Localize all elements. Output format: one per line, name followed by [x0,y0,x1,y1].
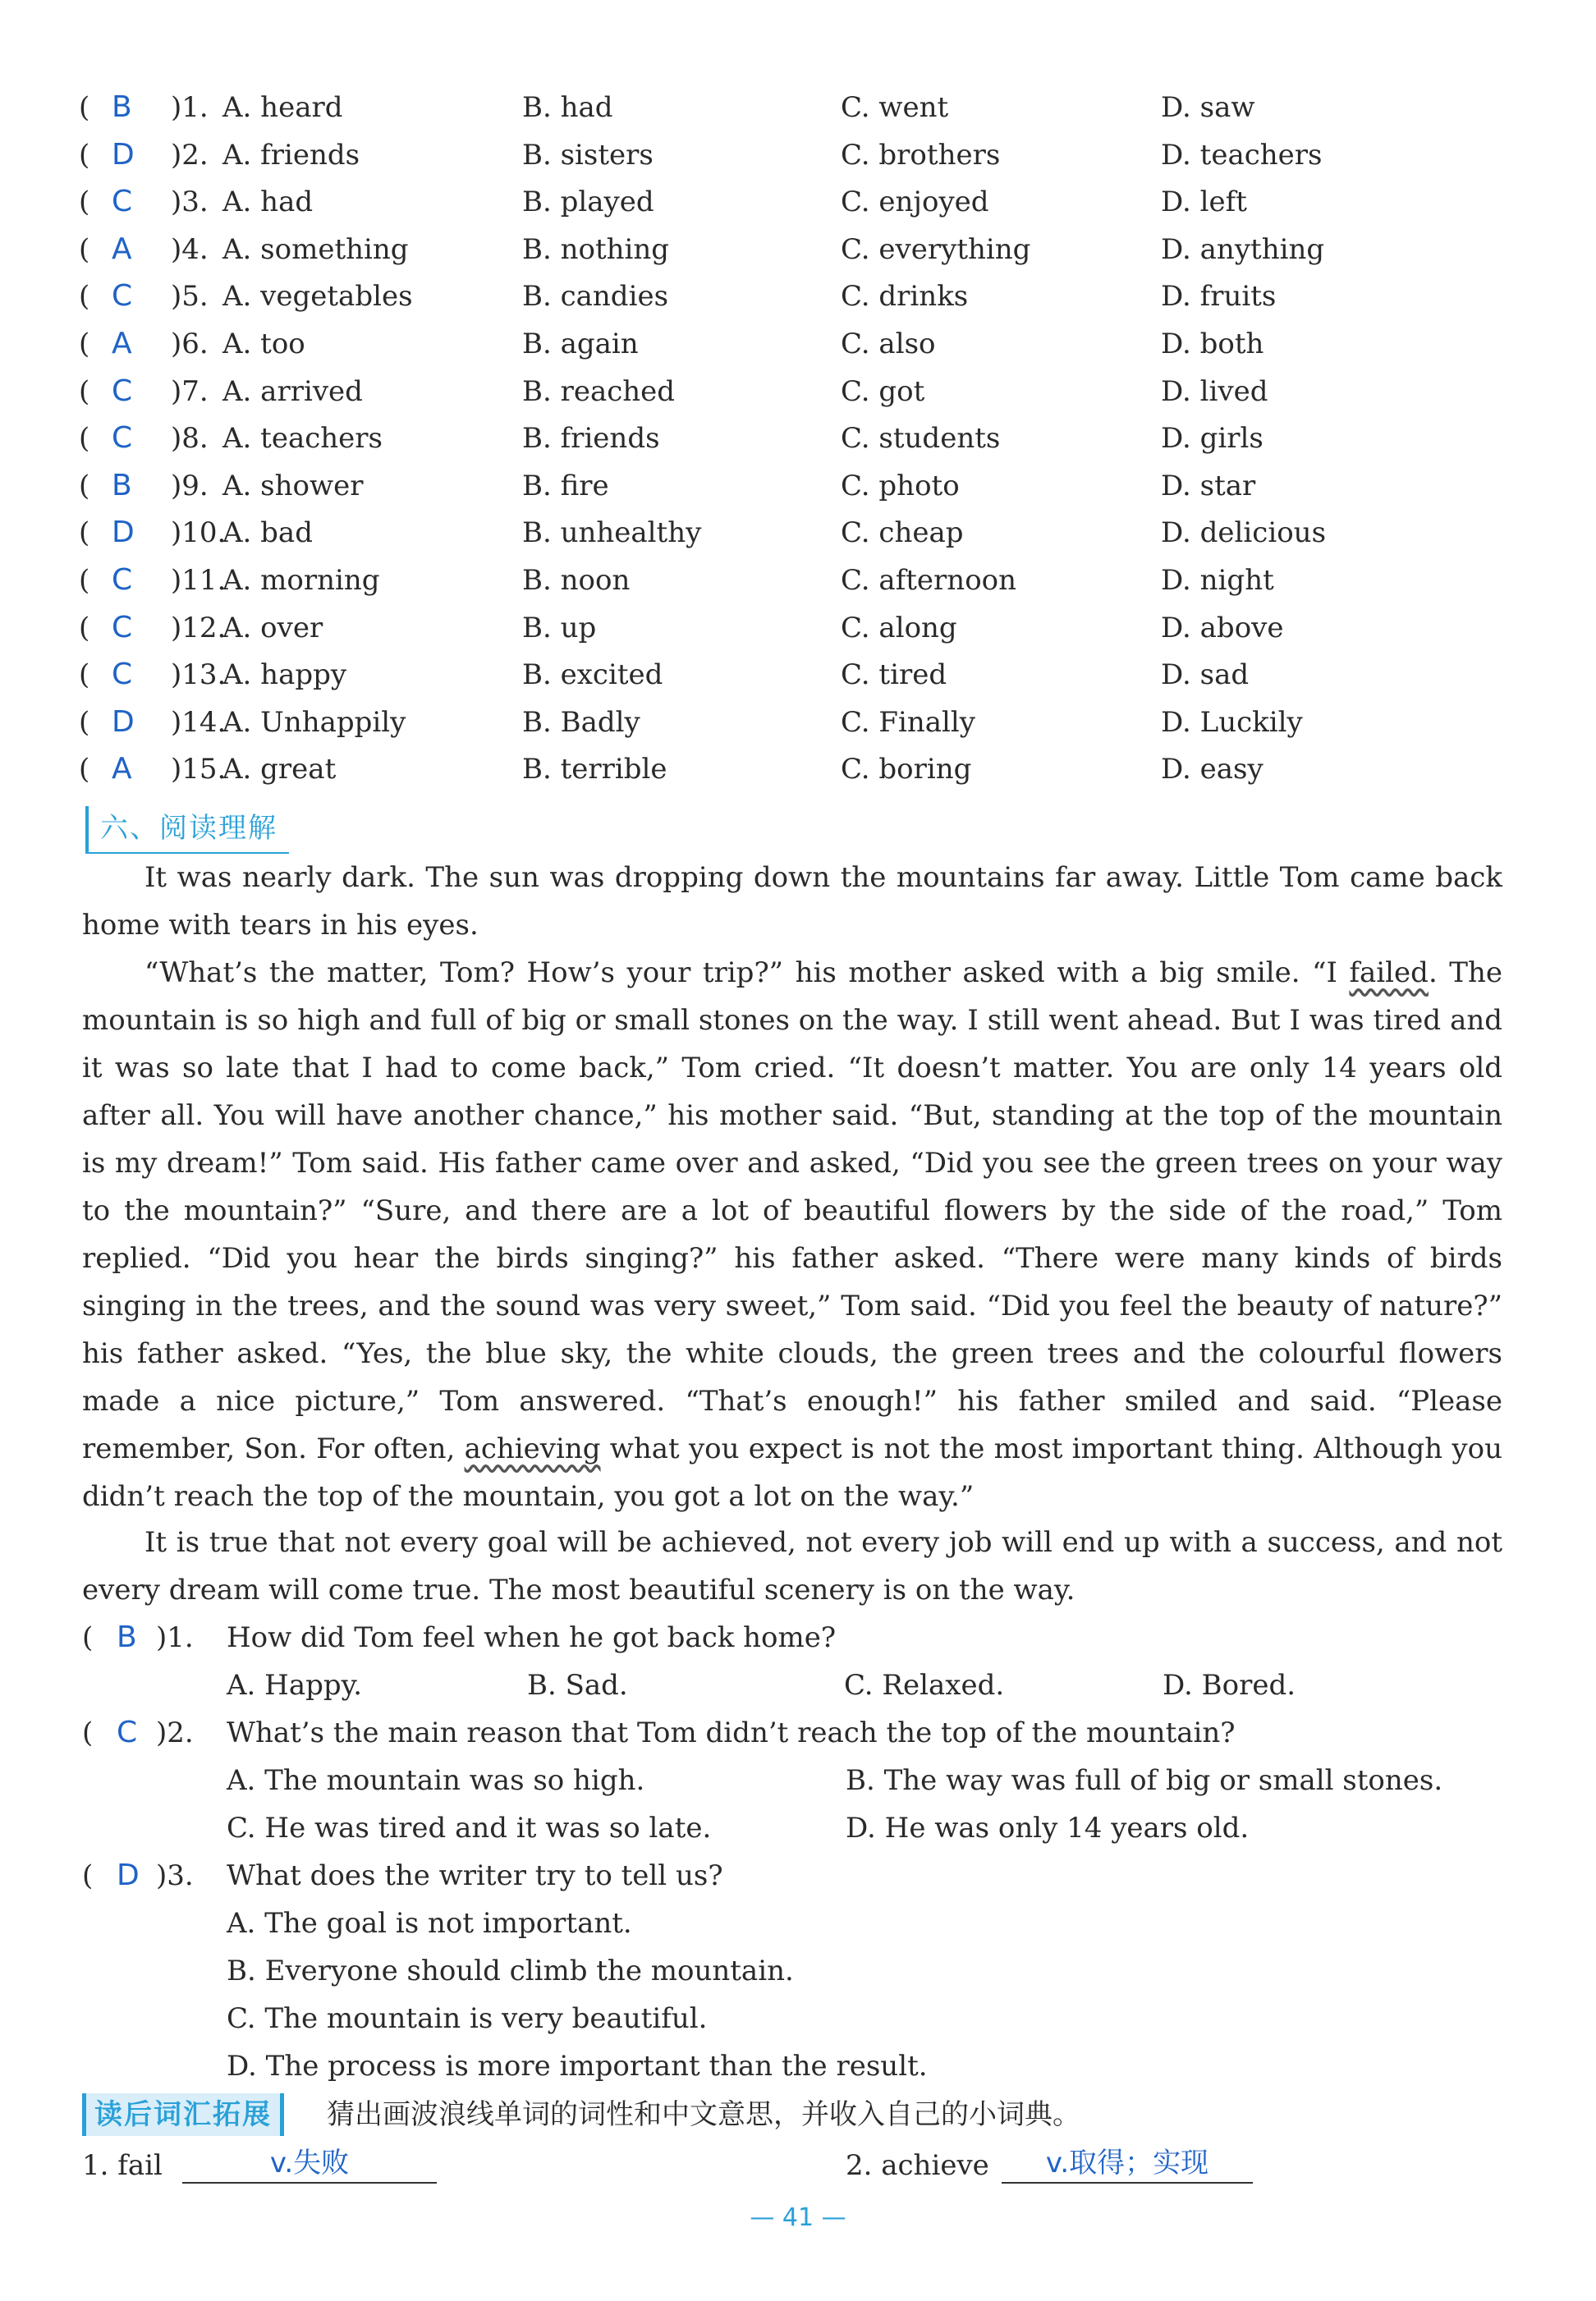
option-c: C. got [841,375,925,408]
vocab-item-2-answer[interactable]: v.取得；实现 [1002,2144,1253,2184]
option-c: C. along [841,612,957,644]
option-c: C. students [841,422,1001,455]
option-b: B. sisters [522,139,654,172]
cloze-question-1 [79,85,1524,131]
option-b: B. excited [522,658,663,691]
question-number: )5. [171,280,209,313]
reading-paragraph-2 [82,949,1502,1520]
question-number: )2. [171,139,209,172]
answer-mark: C [112,421,133,455]
question-number: )13. [171,658,227,691]
paren-open: ( [79,612,90,644]
question-number: )14. [171,706,227,739]
vocab-item-1-answer[interactable]: v.失败 [182,2144,437,2184]
question-number: )3. [171,186,209,218]
answer-mark: D [117,1859,140,1892]
paren-open: ( [79,186,90,218]
cloze-question-10 [79,510,1524,556]
paren-open: ( [79,91,90,124]
cloze-question-3 [79,179,1524,225]
paren-open: ( [79,375,90,408]
answer-mark: A [112,752,132,786]
reading-question-3 [82,1852,1527,1900]
p2-part-c: what you expect is not the most important thing. Although you didn’t reach the top of the mountain, you got a lot on the way.” [82,1432,1502,1513]
option-b: B. noon [522,564,631,597]
answer-mark: D [112,516,135,549]
option-d: D. left [1161,186,1247,218]
option-b: B. candies [522,280,669,313]
paren-open: ( [79,422,90,455]
paren-open: ( [79,470,90,502]
wavy-word-achieving: achieving [464,1432,601,1465]
question-number: )2. [156,1717,194,1749]
option-a: A. teachers [222,422,383,455]
option-d: D. lived [1161,375,1268,408]
cloze-question-8 [79,415,1524,461]
question-number: )7. [171,375,209,408]
option-a: A. something [222,233,409,266]
answer-mark: B [117,1620,137,1654]
paren-open: ( [79,658,90,691]
paren-open: ( [79,706,90,739]
answer-mark: B [112,90,132,124]
option-b: B. reached [522,375,676,408]
p2-part-b: . The mountain is so high and full of big or small stones on the way. I still went ahead. But I was tired and it was so late that I had to come back,” Tom cried. “It doesn’t matter. You are only 14 years old after all. You will have another chance,” his mother said. “But, standing at the top of the mountain is my dream!” Tom said. His father came over and asked, “Did you see the green trees on your way to the mountain?” “Sure, and there are a lot of beautiful flowers by the side of the road,” Tom replied. “Did you hear the birds singing?” his father asked. “There were many kinds of birds singing in the trees, and the sound was very sweet,” Tom said. “Did you feel the beauty of nature?” his father asked. “Yes, the blue sky, the white clouds, the green trees and the colourful flowers made a nice picture,” Tom answered. “That’s enough!” his father smiled and said. “Please remember, Son. For often, [82,956,1502,1465]
option-c: C. enjoyed [841,186,989,218]
question-number: )11. [171,564,227,597]
option-a: A. over [222,612,323,644]
cloze-question-4 [79,227,1524,273]
option-d: D. anything [1161,233,1325,266]
option-a: A. vegetables [222,280,413,313]
cloze-question-11 [79,557,1524,603]
page-number: — 41 — [750,2203,846,2232]
paren-open: ( [82,1859,94,1892]
paren-open: ( [79,233,90,266]
option-d: D. saw [1161,91,1255,124]
option-b: B. fire [522,470,609,502]
reading-question-2 [82,1709,1527,1757]
question-text: What’s the main reason that Tom didn’t reach the top of the mountain? [227,1717,1236,1749]
q2-option-b: B. The way was full of big or small stones. [846,1764,1443,1797]
option-c: C. tired [841,658,947,691]
q1-option-b: B. Sad. [527,1669,628,1702]
cloze-question-6 [79,321,1524,367]
cloze-question-9 [79,463,1524,509]
option-b: B. again [522,328,639,360]
option-d: D. above [1161,612,1284,644]
option-c: C. boring [841,753,972,786]
q1-option-d: D. Bored. [1163,1669,1296,1702]
paren-open: ( [79,516,90,549]
option-a: A. happy [222,658,347,691]
vocab-item-2-label: 2. achieve [846,2149,989,2182]
option-a: A. arrived [222,375,363,408]
question-number: )8. [171,422,209,455]
question-number: )1. [171,91,209,124]
option-c: C. afternoon [841,564,1017,597]
wavy-word-failed: failed [1349,956,1429,989]
question-number: )9. [171,470,209,502]
option-b: B. friends [522,422,660,455]
question-number: )15. [171,753,227,786]
option-d: D. star [1161,470,1256,502]
question-text: What does the writer try to tell us? [227,1859,723,1892]
option-d: D. both [1161,328,1264,360]
q2-option-d: D. He was only 14 years old. [846,1812,1250,1845]
answer-mark: D [112,705,135,739]
vocab-extension-title: 读后词汇拓展 [82,2093,284,2136]
reading-paragraph-1: It was nearly dark. The sun was dropping down the mountains far away. Little Tom came back home with tears in his eyes. [82,861,1502,942]
option-b: B. played [522,186,654,218]
option-b: B. terrible [522,753,667,786]
q2-option-c: C. He was tired and it was so late. [227,1812,712,1845]
answer-mark: C [112,185,133,218]
answer-mark: C [112,279,133,313]
option-a: A. too [222,328,305,360]
question-number: )6. [171,328,209,360]
paren-open: ( [79,280,90,313]
option-b: B. Badly [522,706,640,739]
paren-open: ( [79,564,90,597]
cloze-question-13 [79,652,1524,698]
reading-question-1 [82,1614,1527,1662]
option-c: C. everything [841,233,1031,266]
q3-option-a: A. The goal is not important. [227,1907,632,1940]
option-c: C. cheap [841,516,964,549]
question-number: )4. [171,233,209,266]
answer-mark: D [112,138,135,172]
paren-open: ( [79,753,90,786]
vocab-item-1-label: 1. fail [82,2149,163,2182]
option-b: B. unhealthy [522,516,702,549]
option-d: D. fruits [1161,280,1277,313]
option-a: A. shower [222,470,364,502]
option-d: D. teachers [1161,139,1323,172]
option-a: A. bad [222,516,313,549]
answer-mark: C [117,1716,138,1749]
option-d: D. night [1161,564,1274,597]
option-b: B. had [522,91,613,124]
option-a: A. morning [222,564,380,597]
option-b: B. nothing [522,233,670,266]
option-b: B. up [522,612,597,644]
option-c: C. Finally [841,706,976,739]
option-c: C. went [841,91,949,124]
section-title-reading: 六、阅读理解 [85,806,289,854]
p2-part-a: “What’s the matter, Tom? How’s your trip?” his mother asked with a big smile. “I [144,956,1350,989]
paren-open: ( [79,139,90,172]
cloze-question-2 [79,132,1524,178]
answer-mark: C [112,611,133,644]
reading-paragraph-3: It is true that not every goal will be achieved, not every job will end up with a success, and not every dream will come true. The most beautiful scenery is on the way. [82,1526,1502,1607]
cloze-question-15 [79,746,1524,792]
option-a: A. great [222,753,337,786]
answer-mark: B [112,469,132,502]
vocab-instruction: 猜出画波浪线单词的词性和中文意思，并收入自己的小词典。 [327,2098,1080,2131]
option-a: A. friends [222,139,360,172]
option-d: D. easy [1161,753,1264,786]
answer-mark: A [112,232,132,266]
cloze-question-14 [79,699,1524,745]
q3-option-d: D. The process is more important than the result. [227,2050,928,2083]
option-c: C. drinks [841,280,969,313]
question-number: )1. [156,1621,194,1654]
question-number: )10. [171,516,227,549]
answer-mark: C [112,374,133,408]
answer-mark: C [112,563,133,597]
q1-option-a: A. Happy. [227,1669,363,1702]
q3-option-c: C. The mountain is very beautiful. [227,2002,708,2035]
option-c: C. brothers [841,139,1001,172]
answer-mark: C [112,658,133,691]
option-c: C. photo [841,470,960,502]
q1-option-c: C. Relaxed. [844,1669,1005,1702]
cloze-question-7 [79,369,1524,415]
cloze-question-12 [79,605,1524,651]
question-text: How did Tom feel when he got back home? [227,1621,837,1654]
q3-option-b: B. Everyone should climb the mountain. [227,1955,794,1987]
paren-open: ( [82,1717,94,1749]
option-a: A. heard [222,91,343,124]
option-d: D. sad [1161,658,1250,691]
option-a: A. had [222,186,314,218]
paren-open: ( [79,328,90,360]
paren-open: ( [82,1621,94,1654]
option-a: A. Unhappily [222,706,406,739]
option-d: D. Luckily [1161,706,1303,739]
option-d: D. delicious [1161,516,1327,549]
answer-mark: A [112,327,132,360]
cloze-question-5 [79,273,1524,319]
option-d: D. girls [1161,422,1264,455]
question-number: )3. [156,1859,194,1892]
option-c: C. also [841,328,936,360]
q2-option-a: A. The mountain was so high. [227,1764,645,1797]
question-number: )12. [171,612,227,644]
